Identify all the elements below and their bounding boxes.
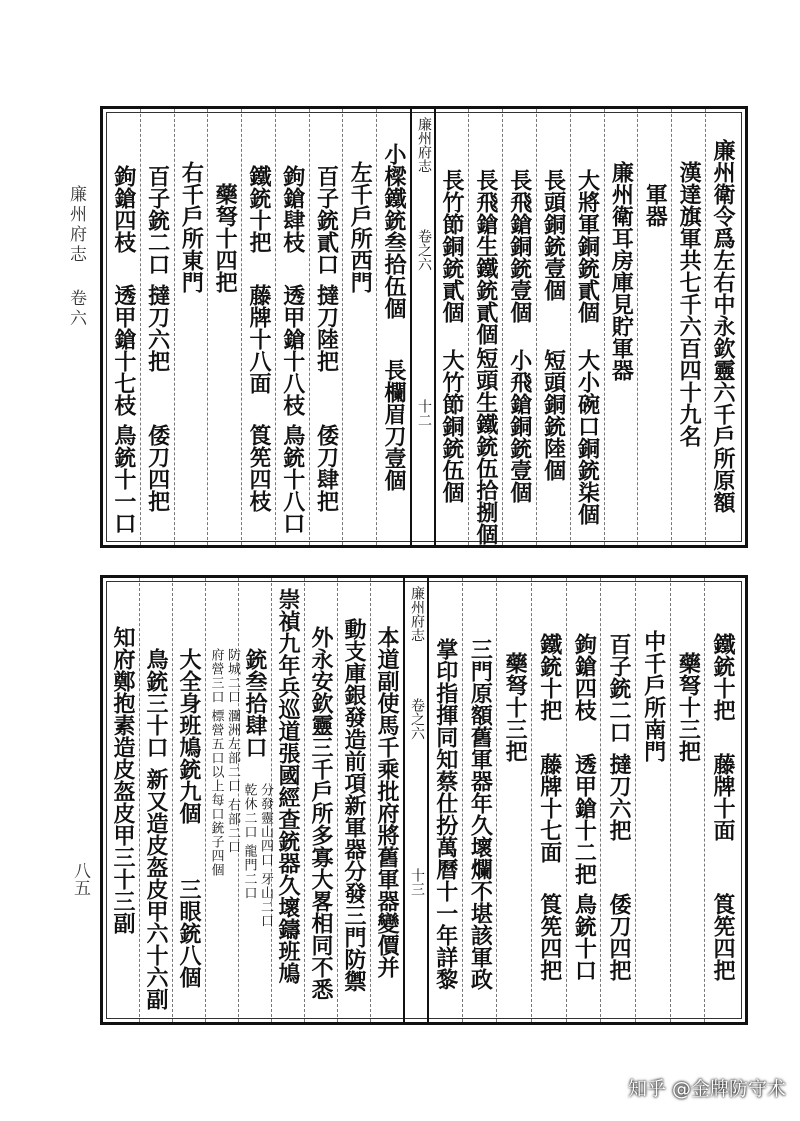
text-column — [502, 109, 536, 545]
text-column — [342, 109, 376, 545]
text-segment: 小飛鎗銅銃壹個 — [506, 349, 533, 503]
volume-label: 卷六 — [66, 289, 86, 330]
text-column — [172, 578, 205, 1022]
text-column — [536, 109, 570, 545]
text-segment: 新又造皮盔皮甲六十六副 — [143, 768, 169, 1010]
text-column — [570, 109, 604, 545]
text-column — [140, 109, 174, 545]
text-column — [704, 578, 739, 1022]
text-segment: 三眼銃八個 — [176, 878, 202, 988]
text-column — [600, 578, 635, 1022]
text-segment: 動支庫銀發造前項新軍器分發三門防禦 — [341, 618, 367, 992]
text-segment: 百子銃二口 — [144, 165, 171, 275]
center-fold-margin — [403, 578, 429, 1022]
text-segment: 漢達旗軍共七千六百四十九名 — [676, 161, 703, 447]
annotation-text: 防城二口 潿洲左部二口 右部二口 — [225, 648, 240, 855]
fold-title: 廉州府志 — [409, 586, 425, 642]
text-column — [496, 578, 531, 1022]
text-column — [106, 109, 140, 545]
text-segment: 筤筅四把 — [536, 893, 563, 981]
text-column — [238, 578, 271, 1022]
text-segment: 藤牌十八面 — [245, 284, 272, 394]
text-column — [531, 578, 566, 1022]
text-column — [468, 109, 502, 545]
text-segment: 軍器 — [642, 183, 669, 227]
text-column — [241, 109, 275, 545]
text-segment: 大竹節銅銃伍個 — [439, 349, 465, 503]
text-column — [376, 109, 410, 545]
text-segment: 鉤鎗肆枝 — [279, 165, 306, 253]
margin-book-title — [64, 185, 89, 329]
top-page-scan — [100, 106, 748, 548]
text-segment: 知府鄭抱素造皮盔皮甲三十三副 — [110, 626, 136, 934]
fold-title: 廉州府志 — [416, 117, 432, 173]
text-segment: 長飛鎗銅銃壹個 — [506, 169, 533, 323]
left-half-text — [106, 109, 410, 545]
text-column — [205, 578, 238, 1022]
text-segment: 本道副使馬千乘批府將舊軍器變價并 — [374, 626, 400, 978]
text-segment: 短頭銅銃陸個 — [540, 349, 567, 481]
text-segment: 三門原額舊軍器年久壞爛不堪該軍政 — [467, 638, 494, 990]
text-segment: 透甲鎗十七枝 — [110, 284, 137, 416]
text-column — [337, 578, 370, 1022]
text-column — [304, 578, 337, 1022]
text-segment: 筤筅四把 — [710, 893, 736, 981]
text-segment: 透甲鎗十八枝 — [279, 284, 306, 416]
text-segment: 百子銃二口 — [606, 633, 633, 743]
text-column — [434, 109, 468, 545]
text-segment: 鉤鎗四枝 — [571, 633, 598, 721]
text-column — [271, 578, 304, 1022]
text-segment: 撻刀陸把 — [313, 284, 340, 372]
text-segment: 短頭生鐵銃伍拾捌個 — [472, 347, 499, 545]
text-column — [139, 578, 172, 1022]
text-segment: 鉤鎗四枝 — [110, 165, 137, 253]
text-segment: 鐵銃十把 — [710, 633, 736, 721]
text-segment: 藥弩十三把 — [502, 652, 529, 762]
text-segment: 藥弩十四把 — [212, 183, 239, 293]
text-segment: 倭刀四把 — [144, 424, 171, 512]
text-segment: 外永安欽靈三千戶所多寡大畧相同不悉 — [308, 626, 334, 1000]
bottom-page-scan — [100, 575, 748, 1025]
text-column — [670, 578, 705, 1022]
text-segment: 藤牌十七面 — [536, 753, 563, 863]
text-column — [275, 109, 309, 545]
text-segment: 崇禎九年兵巡道張國經查銃器久壞鑄班鳩 — [275, 588, 301, 984]
text-segment: 廉州衛令爲左右中永欽靈六千戶所原額 — [710, 139, 736, 513]
annotation-text: 府營三口 標營五口以上每口銃子四個 — [208, 648, 224, 878]
text-column — [427, 578, 462, 1022]
page-number: 八五 — [70, 862, 90, 896]
text-segment: 藥弩十三把 — [675, 652, 702, 762]
text-column — [106, 578, 139, 1022]
text-segment: 長竹節銅銃貳個 — [439, 169, 465, 323]
text-segment: 透甲鎗十二把 — [571, 753, 598, 885]
right-half-text — [427, 578, 739, 1022]
fold-leaf: 十三 — [409, 868, 425, 896]
text-segment: 大將軍銅銃貳個 — [574, 169, 601, 323]
text-column — [635, 578, 670, 1022]
text-column — [462, 578, 497, 1022]
text-segment: 撻刀六把 — [606, 753, 633, 841]
text-segment: 中千戶所南門 — [640, 630, 667, 762]
text-segment: 鳥銃十口 — [571, 893, 598, 981]
text-column — [174, 109, 208, 545]
fold-volume: 卷之六 — [409, 698, 425, 740]
text-segment: 撻刀六把 — [144, 284, 171, 372]
left-half-text — [106, 578, 403, 1022]
text-segment: 鳥銃三十口 — [143, 648, 169, 758]
text-segment: 廉州衛耳房庫見貯軍器 — [608, 161, 635, 381]
text-segment: 鐵銃十把 — [536, 633, 563, 721]
text-segment: 長飛鎗生鐵銃貳個 — [472, 169, 499, 345]
text-segment: 鳥銃十八口 — [279, 424, 306, 534]
text-segment: 掌印指揮同知蔡仕扮萬曆十一年詳黎 — [432, 638, 459, 990]
text-segment: 小樑鐵銃叁拾伍個 — [381, 143, 407, 319]
text-segment: 大小碗口銅銃柒個 — [574, 349, 601, 525]
annotation-text: 分發靈山四口 牙山二口 — [258, 783, 273, 929]
text-segment: 筤筅四枝 — [245, 424, 272, 512]
fold-leaf: 十二 — [416, 399, 432, 427]
text-segment: 鐵銃十把 — [245, 165, 272, 253]
right-half-text — [434, 109, 739, 545]
annotation-text: 乾休二口 龍門二口 — [241, 783, 257, 901]
text-segment: 藤牌十面 — [710, 753, 736, 841]
text-column — [370, 578, 403, 1022]
text-segment: 長欄眉刀壹個 — [381, 359, 407, 491]
text-column — [604, 109, 638, 545]
text-segment: 長頭銅銃壹個 — [540, 169, 567, 301]
text-column — [207, 109, 241, 545]
text-column — [705, 109, 739, 545]
text-segment: 左千戶所西門 — [347, 161, 374, 293]
text-segment: 百子銃貳口 — [313, 165, 340, 275]
text-segment: 倭刀肆把 — [313, 424, 340, 512]
text-segment: 大全身班鳩銃九個 — [176, 648, 202, 824]
text-segment: 倭刀四把 — [606, 893, 633, 981]
text-column — [309, 109, 343, 545]
text-column — [671, 109, 705, 545]
book-title: 廉州府志 — [66, 185, 86, 265]
text-column — [637, 109, 671, 545]
center-fold-margin — [410, 109, 436, 545]
text-segment: 鳥銃十一口 — [110, 424, 137, 534]
fold-volume: 卷之六 — [416, 229, 432, 271]
text-segment: 銃叁拾肆口 — [242, 648, 268, 758]
watermark: 知乎 @金牌防守术 — [627, 1078, 786, 1100]
text-column — [566, 578, 601, 1022]
text-segment: 右千戶所東門 — [178, 161, 205, 293]
